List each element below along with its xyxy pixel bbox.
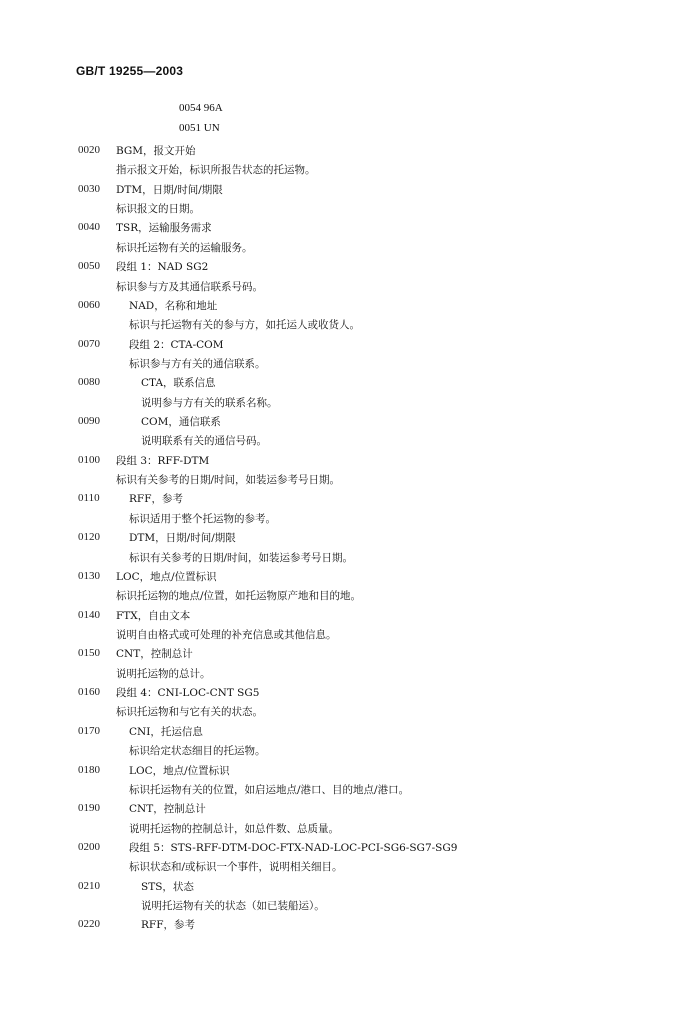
segment-number: 0020 bbox=[78, 144, 100, 156]
segment-title: 段组 2：CTA-COM bbox=[129, 338, 224, 351]
list-item bbox=[0, 551, 684, 570]
segment-description: 标识给定状态细目的托运物。 bbox=[129, 745, 266, 758]
list-item bbox=[0, 318, 684, 337]
list-item bbox=[0, 744, 684, 763]
list-item bbox=[0, 628, 684, 647]
list-item bbox=[0, 609, 684, 628]
segment-number: 0180 bbox=[78, 763, 100, 776]
segment-description: 标识有关参考的日期/时间，如装运参考号日期。 bbox=[129, 551, 354, 564]
segment-description: 标识适用于整个托运物的参考。 bbox=[129, 512, 276, 525]
segment-title: DTM，日期/时间/期限 bbox=[116, 183, 223, 196]
segment-number: 0190 bbox=[78, 802, 100, 815]
list-item bbox=[0, 822, 684, 841]
segment-title: RFF，参考 bbox=[141, 919, 195, 932]
list-item bbox=[0, 492, 684, 511]
segment-title: NAD，名称和地址 bbox=[129, 299, 218, 312]
segment-number: 0130 bbox=[78, 569, 100, 582]
segment-number: 0070 bbox=[78, 337, 100, 350]
list-item bbox=[0, 183, 684, 202]
segment-description: 标识与托运物有关的参与方，如托运人或收货人。 bbox=[129, 319, 360, 332]
segment-description: 标识托运物有关的位置，如启运地点/港口、目的地点/港口。 bbox=[129, 783, 410, 796]
segment-title: LOC，地点/位置标识 bbox=[129, 764, 230, 777]
segment-description: 说明托运物的控制总计，如总件数、总质量。 bbox=[129, 822, 339, 835]
segment-description: 标识托运物有关的运输服务。 bbox=[116, 241, 253, 254]
list-item bbox=[0, 589, 684, 608]
segment-title: DTM，日期/时间/期限 bbox=[129, 532, 236, 545]
list-item bbox=[0, 396, 684, 415]
segment-number: 0140 bbox=[78, 608, 100, 621]
segment-number: 0030 bbox=[78, 182, 100, 195]
code-line: 0054 96A bbox=[179, 102, 223, 114]
list-item bbox=[0, 705, 684, 724]
segment-title: FTX，自由文本 bbox=[116, 609, 191, 622]
segment-title: COM，通信联系 bbox=[141, 416, 221, 429]
list-item bbox=[0, 338, 684, 357]
page-header: GB/T 19255—2003 bbox=[76, 64, 184, 78]
segment-number: 0220 bbox=[78, 918, 100, 931]
code-line: 0051 UN bbox=[179, 122, 220, 134]
segment-number: 0150 bbox=[78, 647, 100, 660]
list-item bbox=[0, 415, 684, 434]
segment-number: 0090 bbox=[78, 415, 100, 428]
list-item bbox=[0, 667, 684, 686]
list-item bbox=[0, 860, 684, 879]
segment-description: 标识报文的日期。 bbox=[116, 203, 200, 216]
segment-title: CNI，托运信息 bbox=[129, 725, 203, 738]
list-item bbox=[0, 434, 684, 453]
segment-number: 0080 bbox=[78, 376, 100, 389]
segment-title: CTA，联系信息 bbox=[141, 377, 216, 390]
list-item bbox=[0, 725, 684, 744]
segment-title: STS，状态 bbox=[141, 880, 194, 893]
segment-number: 0210 bbox=[78, 879, 100, 892]
segment-number: 0120 bbox=[78, 531, 100, 544]
list-item bbox=[0, 144, 684, 163]
list-item bbox=[0, 899, 684, 918]
list-item bbox=[0, 280, 684, 299]
list-item bbox=[0, 841, 684, 860]
segment-number: 0040 bbox=[78, 221, 100, 234]
segment-title: 段组 4：CNI-LOC-CNT SG5 bbox=[116, 687, 260, 700]
segment-number: 0100 bbox=[78, 453, 100, 466]
list-item bbox=[0, 473, 684, 492]
segment-title: RFF，参考 bbox=[129, 493, 183, 506]
segment-description: 说明自由格式或可处理的补充信息或其他信息。 bbox=[116, 629, 337, 641]
list-item bbox=[0, 512, 684, 531]
list-item bbox=[0, 880, 684, 899]
segment-description: 标识有关参考的日期/时间，如装运参考号日期。 bbox=[116, 474, 341, 487]
list-item bbox=[0, 764, 684, 783]
list-item bbox=[0, 260, 684, 279]
list-item bbox=[0, 357, 684, 376]
segment-number: 0200 bbox=[78, 840, 100, 853]
list-item bbox=[0, 531, 684, 550]
segment-description: 指示报文开始，标识所报告状态的托运物。 bbox=[116, 164, 316, 177]
list-item bbox=[0, 802, 684, 821]
list-item bbox=[0, 918, 684, 937]
segment-title: 段组 1：NAD SG2 bbox=[116, 261, 209, 274]
segment-number: 0160 bbox=[78, 686, 100, 699]
segment-title: 段组 5：STS-RFF-DTM-DOC-FTX-NAD-LOC-PCI-SG6-SG7-SG9 bbox=[129, 841, 458, 854]
segment-number: 0110 bbox=[78, 492, 100, 505]
segment-title: CNT，控制总计 bbox=[129, 803, 206, 816]
segment-number: 0060 bbox=[78, 298, 100, 311]
segment-description: 标识状态和/或标识一个事件，说明相关细目。 bbox=[129, 861, 343, 874]
list-item bbox=[0, 454, 684, 473]
segment-title: TSR，运输服务需求 bbox=[116, 222, 212, 235]
segment-description: 标识托运物和与它有关的状态。 bbox=[116, 706, 263, 719]
segment-description: 标识托运物的地点/位置，如托运物原产地和目的地。 bbox=[116, 590, 362, 603]
segment-title: 段组 3：RFF-DTM bbox=[116, 454, 210, 467]
list-item bbox=[0, 570, 684, 589]
list-item bbox=[0, 221, 684, 240]
segment-title: CNT，控制总计 bbox=[116, 648, 193, 661]
list-item bbox=[0, 241, 684, 260]
segment-description: 说明托运物的总计。 bbox=[116, 667, 211, 680]
segment-description: 标识参与方及其通信联系号码。 bbox=[116, 280, 263, 293]
list-item bbox=[0, 647, 684, 666]
segment-title: BGM，报文开始 bbox=[116, 145, 196, 157]
segment-description: 说明联系有关的通信号码。 bbox=[141, 435, 267, 448]
segment-number: 0050 bbox=[78, 260, 100, 273]
list-item bbox=[0, 783, 684, 802]
list-item bbox=[0, 202, 684, 221]
list-item bbox=[0, 686, 684, 705]
list-item bbox=[0, 376, 684, 395]
list-item bbox=[0, 299, 684, 318]
segment-description: 标识参与方有关的通信联系。 bbox=[129, 357, 266, 370]
segment-description: 说明参与方有关的联系名称。 bbox=[141, 396, 278, 409]
segment-number: 0170 bbox=[78, 724, 100, 737]
segment-title: LOC，地点/位置标识 bbox=[116, 570, 217, 583]
segment-description: 说明托运物有关的状态（如已装船运）。 bbox=[141, 900, 325, 913]
list-item bbox=[0, 163, 684, 182]
